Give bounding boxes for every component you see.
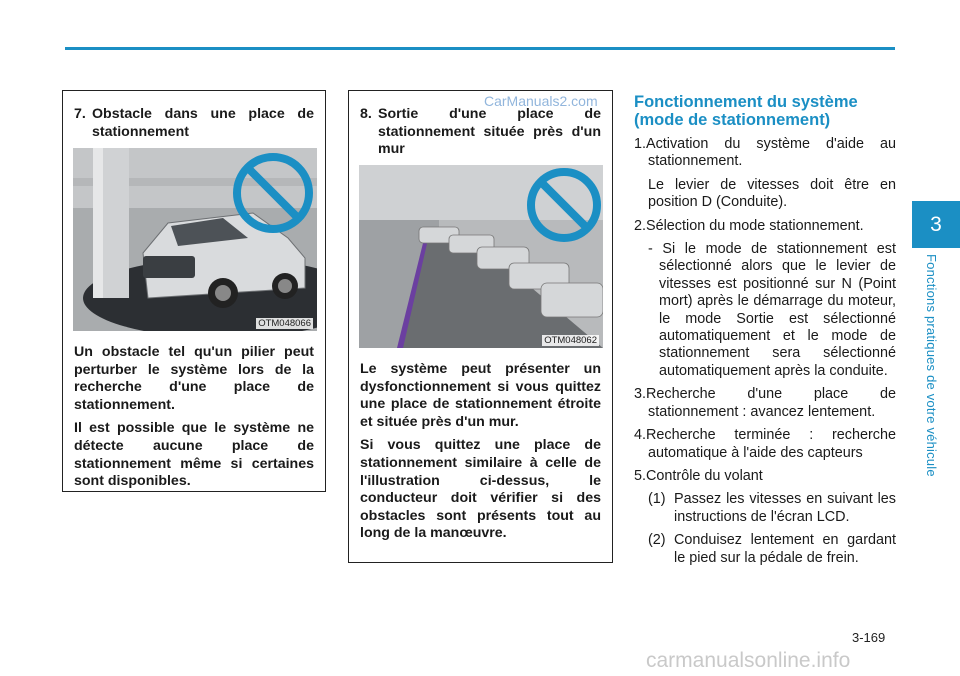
paragraph: Un obstacle tel qu'un pilier peut perturber le système lors de la recherche d'une place de stationnement. — [74, 344, 314, 413]
warning-box-wall-exit — [348, 90, 613, 563]
pillar-car-illustration — [73, 148, 317, 331]
sub-marker: (2) — [648, 532, 666, 549]
procedure-list — [634, 136, 896, 567]
section-title-line2: (mode de stationnement) — [634, 111, 831, 129]
step-text: 1.Activation du système d'aide au stationnement. — [634, 136, 896, 170]
figure-code: OTM048062 — [544, 335, 597, 346]
step-text: 3.Recherche d'une place de stationnement : avancez lentement. — [634, 386, 896, 420]
list-item — [634, 468, 896, 485]
list-item — [634, 386, 896, 421]
heading-text: Obstacle dans une place de stationnement — [92, 106, 314, 140]
chapter-tab: 3 — [912, 201, 960, 248]
box-heading — [74, 106, 314, 141]
list-item — [634, 136, 896, 171]
sub-text: Passez les vitesses en suivant les instructions de l'écran LCD. — [674, 491, 896, 525]
section-title — [634, 93, 894, 129]
side-label — [921, 254, 941, 504]
list-item — [634, 218, 896, 235]
list-item: - Si le mode de stationnement est sélectionné alors que le levier de vitesses est positionné sur N (Point mort) après le démarrage du moteur, le mode Sortie est sélectionné automatiquement et le mode de stationnement sera sélectionné automatiquement après la conduite. — [648, 241, 896, 379]
watermark-bottom: carmanualsonline.info — [646, 649, 851, 672]
heading-text: Sortie d'une place de stationnement située près d'un mur — [378, 106, 601, 158]
box-body — [74, 344, 314, 497]
step-text: 2.Sélection du mode stationnement. — [634, 217, 864, 234]
section-title-line1: Fonctionnement du système — [634, 93, 858, 111]
header-rule — [65, 47, 895, 50]
list-item — [634, 427, 896, 462]
watermark-top: CarManuals2.com — [484, 93, 598, 109]
sub-text: Conduisez lentement en gardant le pied sur la pédale de frein. — [674, 532, 896, 566]
page-number: 3-169 — [852, 630, 886, 645]
sub-list-item — [634, 491, 896, 526]
sub-list-item — [634, 532, 896, 567]
figure-code: OTM048066 — [258, 318, 311, 329]
step-text: 4.Recherche terminée : recherche automatique à l'aide des capteurs — [634, 427, 896, 461]
box-heading — [360, 106, 601, 159]
list-item: Le levier de vitesses doit être en position D (Conduite). — [648, 176, 896, 211]
warning-box-obstacle — [62, 90, 326, 492]
paragraph: Le système peut présenter un dysfonctionnement si vous quittez une place de stationnement étroite et située près d'un mur. — [360, 361, 601, 430]
item-number: 8. — [360, 106, 372, 122]
chapter-title: Fonctions pratiques de votre véhicule — [924, 254, 939, 477]
box-body — [360, 361, 601, 549]
sub-marker: (1) — [648, 491, 666, 508]
step-text: 5.Contrôle du volant — [634, 467, 763, 484]
illustration-pillar-obstacle — [73, 148, 317, 331]
paragraph: Si vous quittez une place de stationnement similaire à celle de l'illustration ci-dessus, le conducteur doit vérifier si des obstacles sont présents tout au long de la manœuvre. — [360, 437, 601, 542]
item-number: 7. — [74, 106, 86, 122]
illustration-wall-exit — [359, 165, 603, 348]
wall-parking-illustration — [359, 165, 603, 348]
paragraph: Il est possible que le système ne détecte aucune place de stationnement même si certaines sont disponibles. — [74, 420, 314, 490]
